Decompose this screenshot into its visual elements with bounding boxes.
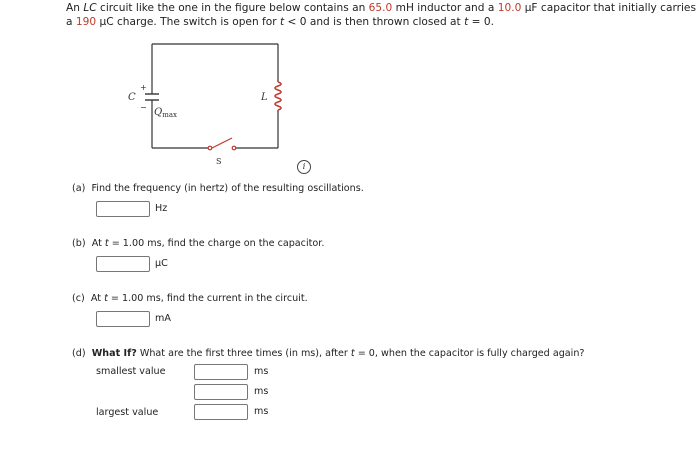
largest-value-label: largest value [96,407,159,418]
problem-statement: An LC circuit like the one in the figure below contains an 65.0 mH inductor and a 10.0 μF capacitor that initially carries a 190 μC charge. The switch is open for t < 0 and is then thrown closed at t = 0. [66,2,696,28]
part-c-answer-input[interactable] [96,311,150,327]
info-icon[interactable]: i [297,160,311,174]
smallest-value-label: smallest value [96,366,166,377]
charge-value: 190 [75,16,97,28]
lc-circuit-diagram [118,38,318,178]
minus-sign: − [140,103,147,112]
part-d-answer-input-2[interactable] [194,384,248,400]
inductance-value: 65.0 [368,2,393,14]
capacitor-symbol [145,94,159,100]
part-b-answer-input[interactable] [96,256,150,272]
qmax-label: $Q_{max}$ [154,107,177,119]
inductor-coil [275,82,281,110]
part-d-unit-2: ms [254,386,269,397]
plus-sign: + [140,83,147,92]
part-b-unit: μC [155,258,168,269]
part-b-prompt: (b) At t = 1.00 ms, find the charge on the capacitor. [72,238,325,249]
part-d-answer-input-3[interactable] [194,404,248,420]
capacitance-value: 10.0 [497,2,522,14]
inductor-label: L [261,92,268,103]
part-d-prompt: (d) What If? What are the first three times (in ms), after t = 0, when the capacitor is fully charged again? [72,348,585,359]
capacitor-label: C [128,92,136,103]
part-d-unit-1: ms [254,366,269,377]
part-a-unit: Hz [155,203,168,214]
part-c-unit: mA [155,313,171,324]
switch-symbol [208,138,236,150]
part-a-answer-input[interactable] [96,201,150,217]
part-a-prompt: (a) Find the frequency (in hertz) of the resulting oscillations. [72,183,364,194]
switch-label: S [216,157,222,166]
part-c-prompt: (c) At t = 1.00 ms, find the current in the circuit. [72,293,308,304]
part-d-unit-3: ms [254,406,269,417]
part-d-answer-input-1[interactable] [194,364,248,380]
